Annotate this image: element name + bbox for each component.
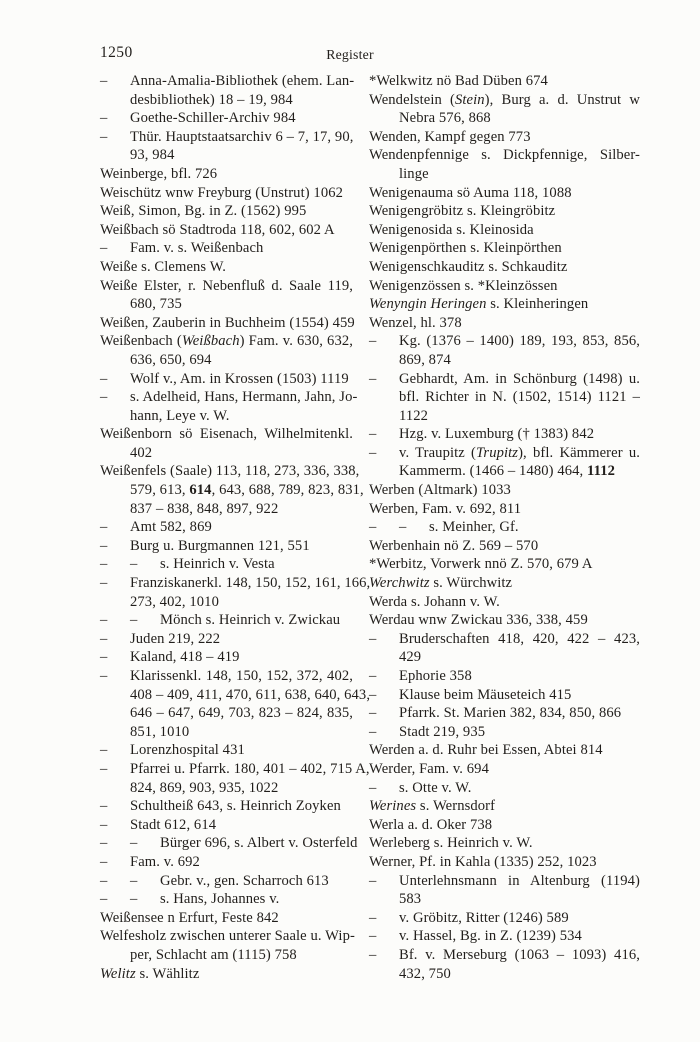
index-line (369, 518, 640, 537)
index-line (369, 128, 640, 147)
text-segment: Gebr. v., gen. Scharroch 613 (160, 872, 329, 889)
index-line (100, 723, 353, 742)
text-segment: 1122 (399, 407, 429, 424)
index-line (369, 853, 640, 872)
text-segment: Werbenhain nö Z. 569 – 570 (369, 537, 539, 554)
dash-marker: – (100, 240, 108, 257)
index-line (100, 407, 353, 426)
index-line (100, 816, 353, 835)
text-segment: Juden 219, 222 (130, 630, 221, 647)
text-segment: Wenigengröbitz s. Kleingröbitz (369, 203, 556, 220)
index-line (369, 370, 640, 389)
index-line (100, 518, 353, 537)
index-line (100, 258, 353, 277)
index-line (369, 462, 640, 481)
text-segment: bfl. Richter in N. (1502, 1514) 1121 – (399, 389, 640, 406)
text-segment: Goethe-Schiller-Archiv 984 (130, 110, 296, 127)
index-line (369, 258, 640, 277)
text-segment: Bf. v. Merseburg (1063 – 1093) 416, (399, 946, 640, 963)
text-segment: Bürger 696, s. Albert v. Osterfeld (160, 835, 358, 852)
index-line (369, 890, 640, 909)
dash-marker: – (100, 760, 108, 777)
text-segment: Weiße s. Clemens W. (100, 258, 226, 275)
text-segment: Anna-Amalia-Bibliothek (ehem. Lan- (130, 73, 355, 89)
dash-marker: – (369, 779, 377, 796)
dash-marker: – (130, 835, 138, 852)
index-line (100, 500, 353, 519)
dash-marker: – (100, 798, 108, 815)
text-segment: Weißen, Zauberin in Buchheim (1554) 459 (100, 314, 355, 331)
dash-marker: – (100, 110, 108, 127)
text-segment: Wenigenpörthen s. Kleinpörthen (369, 240, 562, 257)
dash-marker: – (100, 742, 108, 759)
index-line (369, 332, 640, 351)
text-segment: Welitz (100, 965, 136, 982)
index-line (100, 128, 353, 147)
text-segment: 1112 (587, 463, 616, 480)
text-segment: Pfarrk. St. Marien 382, 834, 850, 866 (399, 705, 622, 722)
text-segment: Wenzel, hl. 378 (369, 314, 462, 331)
text-segment: Werner, Pf. in Kahla (1335) 252, 1023 (369, 853, 597, 870)
text-segment: Amt 582, 869 (130, 519, 212, 536)
index-line (369, 593, 640, 612)
text-segment: s. Wernsdorf (416, 798, 496, 815)
dash-marker: – (100, 389, 108, 406)
index-line (369, 239, 640, 258)
dash-marker: – (369, 444, 377, 461)
index-line (100, 853, 353, 872)
index-line (369, 667, 640, 686)
index-line (369, 351, 640, 370)
index-line (100, 741, 353, 760)
index-line (369, 760, 640, 779)
index-line (369, 500, 640, 519)
index-line (100, 221, 353, 240)
text-segment: Weiße Elster, r. Nebenfluß d. Saale 119, (100, 277, 353, 294)
text-segment: Stadt 219, 935 (399, 723, 486, 740)
text-segment: 680, 735 (130, 296, 182, 313)
text-segment: Klause beim Mäuseteich 415 (399, 686, 572, 703)
index-line (100, 686, 371, 705)
text-segment: Welfesholz zwischen unterer Saale u. Wip- (100, 928, 355, 945)
text-segment: s. Heinrich v. Vesta (160, 556, 275, 573)
index-line (100, 779, 353, 798)
text-segment: Pfarrei u. Pfarrk. 180, 401 – 402, 715 A, (130, 760, 370, 777)
text-segment: ) Fam. v. 630, 632, (239, 333, 354, 350)
text-segment: Unterlehnsmann in Altenburg (1194) (399, 872, 640, 889)
text-segment: Weißbach (181, 333, 240, 350)
index-line (369, 314, 640, 333)
text-segment: Werben, Fam. v. 692, 811 (369, 500, 522, 517)
index-line (369, 927, 640, 946)
index-line (369, 72, 640, 91)
dash-marker: – (369, 668, 377, 684)
text-segment: linge (399, 165, 429, 182)
index-line (369, 481, 640, 500)
index-line (369, 555, 640, 574)
text-segment: 408 – 409, 411, 470, 611, 638, 640, 643, (130, 686, 371, 703)
index-line (369, 425, 640, 444)
dash-marker: – (100, 73, 108, 89)
text-segment: s. Wählitz (135, 965, 200, 982)
text-segment: Franziskanerkl. 148, 150, 152, 161, 166, (130, 575, 371, 592)
text-segment: 636, 650, 694 (130, 351, 212, 368)
text-segment: Hzg. v. Luxemburg († 1383) 842 (399, 426, 595, 443)
text-segment: Schultheiß 643, s. Heinrich Zoyken (130, 798, 341, 815)
text-segment: Wenigenschkauditz s. Schkauditz (369, 258, 568, 275)
dash-marker: – (369, 872, 377, 889)
index-line (100, 481, 364, 500)
index-line (100, 909, 353, 928)
text-segment: v. Hassel, Bg. in Z. (1239) 534 (399, 928, 582, 945)
text-segment: 646 – 647, 649, 703, 823 – 824, 835, (130, 705, 353, 722)
dash-marker: – (369, 370, 377, 387)
text-segment: Weißenfels (Saale) 113, 118, 273, 336, 338, (100, 463, 360, 480)
index-line (100, 965, 353, 984)
text-segment: Trupitz (476, 444, 519, 461)
index-line (369, 611, 640, 630)
index-column-right (369, 72, 640, 983)
text-segment: Weiß, Simon, Bg. in Z. (1562) 995 (100, 203, 307, 220)
index-line (100, 574, 371, 593)
index-line (100, 462, 360, 481)
text-segment: Burg u. Burgmannen 121, 551 (130, 537, 310, 554)
index-line (100, 537, 353, 556)
text-segment: Weißensee n Erfurt, Feste 842 (100, 909, 279, 926)
index-line (100, 202, 353, 221)
dash-marker: – (130, 556, 138, 573)
index-line (369, 537, 640, 556)
index-line (100, 184, 353, 203)
index-line (369, 574, 640, 593)
dash-marker: – (130, 891, 138, 908)
index-line (369, 388, 640, 407)
dash-marker: – (100, 630, 108, 647)
index-line (369, 630, 640, 649)
text-segment: desbibliothek) 18 – 19, 984 (130, 91, 293, 108)
text-segment: Wenyngin Heringen (369, 296, 487, 313)
index-line (100, 927, 353, 946)
text-segment: s. Adelheid, Hans, Hermann, Jahn, Jo- (130, 389, 358, 406)
index-line (100, 72, 353, 91)
text-segment: Stein (454, 91, 485, 108)
index-line (369, 648, 640, 667)
running-header: Register (326, 47, 374, 62)
dash-marker: – (100, 519, 108, 536)
index-line (100, 872, 353, 891)
text-segment: s. Würchwitz (429, 575, 513, 592)
text-segment: Fam. v. s. Weißenbach (130, 240, 264, 257)
dash-marker: – (369, 333, 377, 350)
text-segment: Stadt 612, 614 (130, 816, 217, 833)
text-segment: Wenigenzössen s. *Kleinzössen (369, 277, 558, 294)
text-segment: , 643, 688, 789, 823, 831, (211, 482, 364, 499)
index-line (100, 444, 353, 463)
text-segment: Werla a. d. Oker 738 (369, 816, 493, 833)
text-segment: 869, 874 (399, 351, 451, 368)
index-line (369, 221, 640, 240)
dash-marker: – (369, 723, 377, 740)
index-line (100, 239, 353, 258)
text-segment: Werder, Fam. v. 694 (369, 760, 489, 777)
text-segment: Nebra 576, 868 (399, 110, 491, 127)
text-segment: Thür. Hauptstaatsarchiv 6 – 7, 17, 90, (130, 128, 354, 145)
index-line (100, 890, 353, 909)
text-segment: Mönch s. Heinrich v. Zwickau (160, 612, 341, 629)
index-line (369, 109, 640, 128)
index-line (369, 202, 640, 221)
dash-marker: – (100, 649, 108, 666)
index-line (369, 834, 640, 853)
text-segment: Wendelstein ( (369, 91, 455, 108)
index-line (100, 277, 353, 296)
dash-marker: – (369, 705, 377, 722)
text-segment: *Werbitz, Vorwerk nnö Z. 570, 679 A (369, 556, 593, 573)
text-segment: 432, 750 (399, 965, 451, 982)
index-line (369, 407, 640, 426)
index-line (369, 295, 640, 314)
text-segment: 837 – 838, 848, 897, 922 (130, 500, 279, 517)
dash-marker: – (100, 872, 108, 889)
text-segment: Werleberg s. Heinrich v. W. (369, 835, 533, 852)
index-line (100, 797, 353, 816)
text-segment: Bruderschaften 418, 420, 422 – 423, (399, 630, 640, 647)
index-line (100, 295, 353, 314)
text-segment: Kg. (1376 – 1400) 189, 193, 853, 856, (399, 333, 640, 350)
dash-marker: – (369, 519, 377, 536)
text-segment: Kaland, 418 – 419 (130, 649, 240, 666)
text-segment: Wenigenosida s. Kleinosida (369, 221, 534, 238)
dash-marker: – (369, 909, 377, 926)
text-segment: Werden a. d. Ruhr bei Essen, Abtei 814 (369, 742, 603, 759)
text-segment: Fam. v. 692 (130, 853, 200, 870)
page-number: 1250 (100, 44, 133, 61)
text-segment: Werben (Altmark) 1033 (369, 482, 511, 499)
dash-marker: – (100, 128, 108, 145)
dash-marker: – (369, 686, 377, 703)
dash-marker: – (369, 630, 377, 647)
dash-marker: – (100, 853, 108, 870)
dash-marker: – (100, 370, 108, 387)
index-line (369, 816, 640, 835)
text-segment: per, Schlacht am (1115) 758 (130, 946, 297, 963)
dash-marker: – (100, 575, 108, 592)
index-line (100, 332, 353, 351)
index-line (369, 909, 640, 928)
dash-marker: – (100, 612, 108, 629)
text-segment: s. Otte v. W. (399, 779, 472, 796)
text-segment: Weischütz wnw Freyburg (Unstrut) 1062 (100, 184, 344, 201)
dash-marker: – (100, 556, 108, 573)
dash-marker: – (100, 835, 108, 852)
index-line (369, 779, 640, 798)
dash-marker: – (369, 928, 377, 945)
text-segment: Weinberge, bfl. 726 (100, 165, 218, 182)
index-line (100, 630, 353, 649)
index-line (369, 184, 640, 203)
text-segment: ), bfl. Kämmerer u. (518, 444, 640, 461)
index-line (100, 704, 353, 723)
index-line (369, 277, 640, 296)
text-segment: s. Hans, Johannes v. (160, 891, 280, 908)
text-segment: Werchwitz (369, 575, 430, 592)
text-segment: 93, 984 (130, 147, 175, 164)
index-line (100, 351, 353, 370)
index-line (100, 165, 353, 184)
text-segment: v. Gröbitz, Ritter (1246) 589 (399, 909, 569, 926)
index-line (369, 165, 640, 184)
index-line (100, 425, 353, 444)
dash-marker: – (369, 426, 377, 443)
index-line (369, 872, 640, 891)
index-columns (100, 72, 640, 983)
index-line (369, 946, 640, 965)
dash-marker: – (100, 537, 108, 554)
index-line (369, 704, 640, 723)
text-segment: 273, 402, 1010 (130, 593, 219, 610)
index-line (100, 611, 353, 630)
index-line (369, 146, 640, 165)
text-segment: *Welkwitz nö Bad Düben 674 (369, 73, 548, 89)
index-line (100, 109, 353, 128)
index-line (369, 686, 640, 705)
text-segment: Wenigenauma sö Auma 118, 1088 (369, 184, 572, 201)
text-segment: 583 (399, 891, 422, 908)
text-segment: ), Burg a. d. Unstrut w (484, 91, 640, 108)
text-segment: Weißenbach ( (100, 333, 182, 350)
index-line (100, 593, 353, 612)
dash-marker: – (369, 946, 377, 963)
dash-marker: – (100, 891, 108, 908)
text-segment: Werdau wnw Zwickau 336, 338, 459 (369, 612, 588, 629)
text-segment: Lorenzhospital 431 (130, 742, 245, 759)
text-segment: 614 (189, 482, 212, 499)
text-segment: Wendenpfennige s. Dickpfennige, Silber- (369, 147, 640, 164)
text-segment: v. Traupitz ( (399, 444, 477, 461)
text-segment: Werines (369, 798, 417, 815)
index-line (100, 946, 353, 965)
text-segment: s. Kleinheringen (486, 296, 589, 313)
index-line (100, 146, 353, 165)
index-line (100, 648, 353, 667)
text-segment: Klarissenkl. 148, 150, 152, 372, 402, (130, 668, 353, 684)
index-line (100, 370, 353, 389)
text-segment: 402 (130, 444, 153, 461)
index-line (100, 91, 353, 110)
index-line (100, 667, 353, 686)
dash-marker: – (100, 816, 108, 833)
index-line (369, 444, 640, 463)
text-segment: Ephorie 358 (399, 668, 472, 684)
text-segment: Weißbach sö Stadtroda 118, 602, 602 A (100, 221, 335, 238)
index-line (100, 555, 353, 574)
dash-marker: – (130, 612, 138, 629)
text-segment: 579, 613, (130, 482, 190, 499)
text-segment: 429 (399, 649, 422, 666)
text-segment: Werda s. Johann v. W. (369, 593, 500, 610)
text-segment: Wenden, Kampf gegen 773 (369, 128, 531, 145)
index-line (100, 314, 353, 333)
text-segment: 824, 869, 903, 935, 1022 (130, 779, 279, 796)
text-segment: Gebhardt, Am. in Schönburg (1498) u. (399, 370, 640, 387)
index-column-left (100, 72, 371, 983)
index-line (100, 760, 370, 779)
dash-marker: – (130, 872, 138, 889)
index-line (100, 388, 358, 407)
index-line (100, 834, 358, 853)
dash-marker: – (100, 668, 108, 684)
text-segment: 851, 1010 (130, 723, 190, 740)
index-line (369, 797, 640, 816)
text-segment: Wolf v., Am. in Krossen (1503) 1119 (130, 370, 349, 387)
text-segment: hann, Leye v. W. (130, 407, 230, 424)
index-line (369, 723, 640, 742)
index-line (369, 965, 640, 984)
index-line (369, 91, 640, 110)
index-line (369, 741, 640, 760)
text-segment: s. Meinher, Gf. (429, 519, 519, 536)
text-segment: Kammerm. (1466 – 1480) 464, (399, 463, 588, 480)
dash-marker: – (399, 519, 407, 536)
text-segment: Weißenborn sö Eisenach, Wilhelmitenkl. (100, 426, 353, 443)
